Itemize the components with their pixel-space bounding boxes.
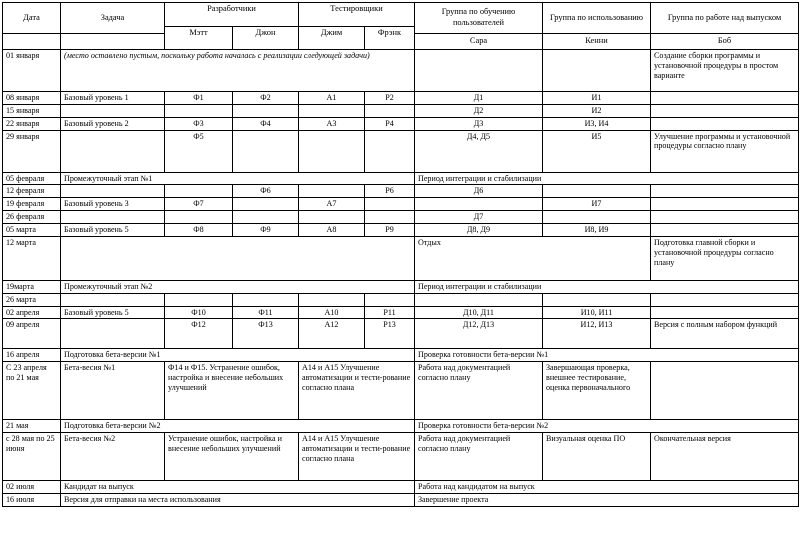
table-row-milestone xyxy=(3,493,799,506)
row-training: Д1 xyxy=(415,91,543,104)
row-usage: И7 xyxy=(543,198,651,211)
table-row xyxy=(3,104,799,117)
header-training-group-label: Группа по обучению пользователей xyxy=(441,7,516,27)
row-date: 26 марта xyxy=(3,293,61,306)
row-test1 xyxy=(299,293,365,306)
row-dev1: Ф12 xyxy=(165,319,233,349)
table-row-milestone xyxy=(3,172,799,185)
table-row-milestone xyxy=(3,349,799,362)
row-milestone-right: Проверка готовности бета-версии №1 xyxy=(415,349,799,362)
row-test2: Р9 xyxy=(365,223,415,236)
row-usage xyxy=(543,211,651,224)
row-date: 29 января xyxy=(3,130,61,172)
row-milestone-left: Промежуточный этап №2 xyxy=(61,280,415,293)
row-release xyxy=(651,91,799,104)
row-date: 19марта xyxy=(3,280,61,293)
row-date: 16 июля xyxy=(3,493,61,506)
row-release xyxy=(651,104,799,117)
row-date: 12 марта xyxy=(3,236,61,280)
row-dev2 xyxy=(233,198,299,211)
row-dev1: Ф3 xyxy=(165,117,233,130)
row-task xyxy=(61,185,165,198)
row-test1 xyxy=(299,104,365,117)
table-row xyxy=(3,211,799,224)
row-usage: И12, И13 xyxy=(543,319,651,349)
row-date: 12 февраля xyxy=(3,185,61,198)
header-usage-group-person: Кенни xyxy=(585,36,608,45)
row-test-merged: А14 и А15 Улучшение автоматизации и тести-рование согласно плана xyxy=(299,362,415,420)
row-task: Базовый уровень 3 xyxy=(61,198,165,211)
row-date: 02 июля xyxy=(3,481,61,494)
row-dev1: Ф7 xyxy=(165,198,233,211)
row-test-merged: А14 и А15 Улучшение автоматизации и тести-рование согласно плана xyxy=(299,433,415,481)
row-training: Д7 xyxy=(415,211,543,224)
row-test1 xyxy=(299,185,365,198)
row-milestone-right: Период интеграции и стабилизации xyxy=(415,172,799,185)
table-row xyxy=(3,306,799,319)
row-date: 19 февраля xyxy=(3,198,61,211)
row-training: Д3 xyxy=(415,117,543,130)
header-usage-group-label: Группа по использованию xyxy=(549,12,644,22)
row-dev2: Ф6 xyxy=(233,185,299,198)
row-release: Версия с полным набором функций xyxy=(651,319,799,349)
header-task-spacer xyxy=(61,34,164,49)
header-release-group-person: Боб xyxy=(717,36,732,45)
header-name-dev2: Джон xyxy=(233,27,299,50)
table-row-milestone xyxy=(3,481,799,494)
row-dev1 xyxy=(165,185,233,198)
row-test2: Р2 xyxy=(365,91,415,104)
row-date: 01 января xyxy=(3,49,61,91)
row-rest-label: Отдых xyxy=(415,236,651,280)
row-task xyxy=(61,104,165,117)
row-task: Базовый уровень 1 xyxy=(61,91,165,104)
row-test1: А12 xyxy=(299,319,365,349)
row-date: 02 апреля xyxy=(3,306,61,319)
row-milestone-left: Подготовка бета-версии №2 xyxy=(61,420,415,433)
row-milestone-left: Кандидат на выпуск xyxy=(61,481,415,494)
row-task: Бета-весия №1 xyxy=(61,362,165,420)
row-date: 08 января xyxy=(3,91,61,104)
row-usage: И8, И9 xyxy=(543,223,651,236)
table-row xyxy=(3,223,799,236)
row-release: Подготовка главной сборки и установочной процедуры согласно плану xyxy=(651,236,799,280)
table-row xyxy=(3,236,799,280)
row-test2 xyxy=(365,104,415,117)
row-test2 xyxy=(365,211,415,224)
table-row xyxy=(3,91,799,104)
row-usage: И2 xyxy=(543,104,651,117)
row-release xyxy=(651,211,799,224)
row-dev1 xyxy=(165,211,233,224)
table-row xyxy=(3,49,799,91)
row-test1 xyxy=(299,211,365,224)
project-schedule-table xyxy=(2,2,799,507)
row-date: 15 января xyxy=(3,104,61,117)
row-test2: Р11 xyxy=(365,306,415,319)
row-dev2 xyxy=(233,293,299,306)
table-row xyxy=(3,319,799,349)
row-milestone-left: Версия для отправки на места использования xyxy=(61,493,415,506)
header-task xyxy=(61,3,165,50)
row-release xyxy=(651,198,799,211)
row-task xyxy=(61,130,165,172)
row-test1: А7 xyxy=(299,198,365,211)
header-date-spacer xyxy=(3,34,60,49)
row-test1: А3 xyxy=(299,117,365,130)
row-usage xyxy=(543,185,651,198)
row-date: с 28 мая по 25 июня xyxy=(3,433,61,481)
row-dev2 xyxy=(233,130,299,172)
row-dev1: Ф10 xyxy=(165,306,233,319)
row-task xyxy=(61,211,165,224)
row-release: Создание сборки программы и установочной процедуры в простом варианте xyxy=(651,49,799,91)
row-release xyxy=(651,306,799,319)
table-row-milestone xyxy=(3,420,799,433)
row-training: Д8, Д9 xyxy=(415,223,543,236)
row-dev2: Ф9 xyxy=(233,223,299,236)
row-training: Д2 xyxy=(415,104,543,117)
header-training-group-person: Сара xyxy=(469,36,488,45)
table-row xyxy=(3,185,799,198)
row-milestone-left: Подготовка бета-версии №1 xyxy=(61,349,415,362)
row-test2: Р6 xyxy=(365,185,415,198)
row-date: 05 февраля xyxy=(3,172,61,185)
row-release: Улучшение программы и установочной процедуры согласно плану xyxy=(651,130,799,172)
header-date-label: Дата xyxy=(23,12,40,22)
row-date: 22 января xyxy=(3,117,61,130)
row-release xyxy=(651,293,799,306)
row-usage: И3, И4 xyxy=(543,117,651,130)
row-date: 09 апреля xyxy=(3,319,61,349)
row-dev2: Ф11 xyxy=(233,306,299,319)
header-row-main xyxy=(3,3,799,27)
row-usage: И1 xyxy=(543,91,651,104)
table-row-beta xyxy=(3,433,799,481)
row-release xyxy=(651,223,799,236)
row-date: 05 марта xyxy=(3,223,61,236)
row-usage xyxy=(543,49,651,91)
row-milestone-right: Работа над кандидатом на выпуск xyxy=(415,481,799,494)
table-row xyxy=(3,117,799,130)
row-dev-merged: Ф14 и Ф15. Устранение ошибок, настройка и внесение небольших улучшений xyxy=(165,362,299,420)
table-row xyxy=(3,130,799,172)
header-date xyxy=(3,3,61,50)
row-training xyxy=(415,49,543,91)
row-test1: А1 xyxy=(299,91,365,104)
table-row xyxy=(3,293,799,306)
row-release xyxy=(651,362,799,420)
row-dev2 xyxy=(233,104,299,117)
row-release: Окончательная версия xyxy=(651,433,799,481)
row-dev1: Ф8 xyxy=(165,223,233,236)
header-name-dev1: Мэтт xyxy=(165,27,233,50)
row-date: 26 февраля xyxy=(3,211,61,224)
table-row xyxy=(3,198,799,211)
row-milestone-right: Период интеграции и стабилизации xyxy=(415,280,799,293)
row-dev2: Ф2 xyxy=(233,91,299,104)
row-note-wide: (место оставлено пустым, поскольку работа началась с реализации следующей задачи) xyxy=(61,49,415,91)
header-testers: Тестировщики xyxy=(299,3,415,27)
header-name-test2: Фрэнк xyxy=(365,27,415,50)
row-dev1: Ф1 xyxy=(165,91,233,104)
header-task-label: Задача xyxy=(100,12,125,22)
row-task xyxy=(61,236,415,280)
row-test2: Р13 xyxy=(365,319,415,349)
row-task: Базовый уровень 2 xyxy=(61,117,165,130)
row-test1 xyxy=(299,130,365,172)
row-usage: Визуальная оценка ПО xyxy=(543,433,651,481)
row-dev1 xyxy=(165,293,233,306)
row-test2 xyxy=(365,198,415,211)
row-milestone-right: Завершение проекта xyxy=(415,493,799,506)
row-dev1 xyxy=(165,104,233,117)
header-developers: Разработчики xyxy=(165,3,299,27)
row-test1: А10 xyxy=(299,306,365,319)
row-training: Работа над документацией согласно плану xyxy=(415,433,543,481)
header-release-group-label: Группа по работе над выпуском xyxy=(667,12,782,22)
row-training xyxy=(415,293,543,306)
row-training: Работа над документацией согласно плану xyxy=(415,362,543,420)
row-dev2: Ф13 xyxy=(233,319,299,349)
row-dev1: Ф5 xyxy=(165,130,233,172)
row-task: Бета-весия №2 xyxy=(61,433,165,481)
row-task xyxy=(61,293,165,306)
row-dev2: Ф4 xyxy=(233,117,299,130)
table-row-milestone xyxy=(3,280,799,293)
row-test2 xyxy=(365,293,415,306)
row-training: Д12, Д13 xyxy=(415,319,543,349)
row-task: Базовый уровень 5 xyxy=(61,306,165,319)
row-training: Д10, Д11 xyxy=(415,306,543,319)
row-usage xyxy=(543,293,651,306)
row-task: Базовый уровень 5 xyxy=(61,223,165,236)
row-release xyxy=(651,117,799,130)
row-test2 xyxy=(365,130,415,172)
header-usage-group xyxy=(543,3,651,50)
row-date: С 23 апреля по 21 мая xyxy=(3,362,61,420)
header-training-group xyxy=(415,3,543,50)
row-test1: А8 xyxy=(299,223,365,236)
row-usage: Завершающая проверка, внешнее тестирование, оценка первоначального xyxy=(543,362,651,420)
row-usage: И10, И11 xyxy=(543,306,651,319)
row-milestone-right: Проверка готовности бета-версии №2 xyxy=(415,420,799,433)
row-task xyxy=(61,319,165,349)
row-training: Д4, Д5 xyxy=(415,130,543,172)
header-release-group xyxy=(651,3,799,50)
row-date: 16 апреля xyxy=(3,349,61,362)
row-milestone-left: Промежуточный этап №1 xyxy=(61,172,415,185)
row-date: 21 мая xyxy=(3,420,61,433)
row-dev-merged: Устранение ошибок, настройка и внесение небольших улучшений xyxy=(165,433,299,481)
row-training: Д6 xyxy=(415,185,543,198)
table-row-beta xyxy=(3,362,799,420)
row-usage: И5 xyxy=(543,130,651,172)
row-release xyxy=(651,185,799,198)
row-test2: Р4 xyxy=(365,117,415,130)
row-dev2 xyxy=(233,211,299,224)
header-name-test1: Джим xyxy=(299,27,365,50)
row-training xyxy=(415,198,543,211)
